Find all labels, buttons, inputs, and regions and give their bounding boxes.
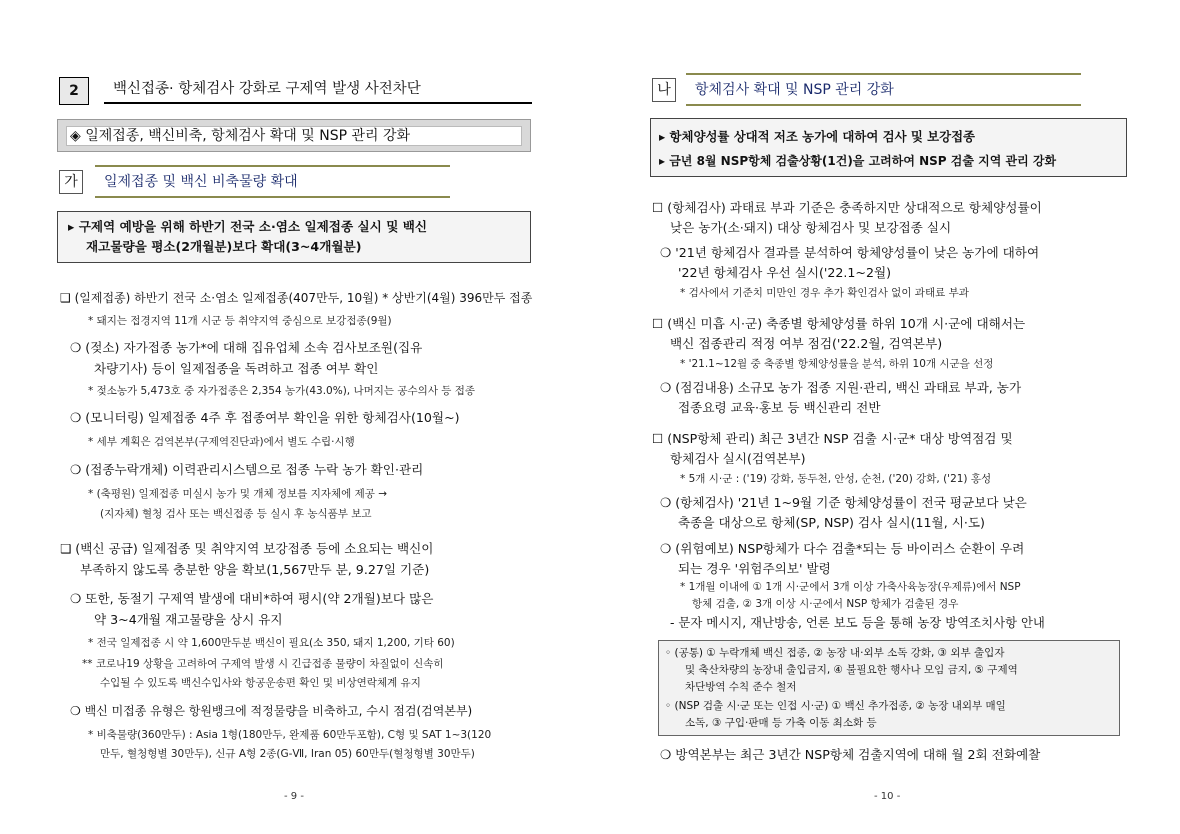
summary-line: ▸ 금년 8월 NSP항체 검출상황(1건)을 고려하여 NSP 검출 지역 관리 강화 <box>659 154 1057 168</box>
subsection-marker: 나 <box>652 78 676 102</box>
text-line: 항체검사 실시(검역본부) <box>670 451 806 466</box>
text-line: ❍ (접종누락개체) 이력관리시스템으로 접종 누락 농가 확인·관리 <box>70 462 424 477</box>
note-line: * 돼지는 접경지역 11개 시군 등 취약지역 중심으로 보강접종(9월) <box>88 315 392 327</box>
page-number: - 10 - <box>874 791 901 802</box>
subsection-title: 일제접종 및 백신 비축물량 확대 <box>104 174 298 190</box>
summary-line: ▸ 구제역 예방을 위해 하반기 전국 소·염소 일제접종 실시 및 백신 <box>68 219 428 234</box>
banner-box <box>57 119 531 152</box>
text-line: ❍ (점검내용) 소규모 농가 접종 지원·관리, 백신 과태료 부과, 농가 <box>660 380 1022 395</box>
note-line: 수입될 수 있도록 백신수입사와 항공운송편 확인 및 비상연락체계 유지 <box>100 677 421 689</box>
text-line: ❍ (젖소) 자가접종 농가*에 대해 집유업체 소속 검사보조원(집유 <box>70 340 423 355</box>
summary-box <box>57 211 531 263</box>
text-line: 낮은 농가(소·돼지) 대상 항체검사 및 보강접종 실시 <box>670 220 952 235</box>
text-line: 축종을 대상으로 항체(SP, NSP) 검사 실시(11월, 시·도) <box>678 515 985 530</box>
banner-text: ◈ 일제접종, 백신비축, 항체검사 확대 및 NSP 관리 강화 <box>70 128 411 144</box>
box-line: ◦ (NSP 검출 시·군 또는 인접 시·군) ① 백신 추가접종, ② 농장 내외부 매일 <box>665 700 1006 712</box>
text-line: 차량기사) 등이 일제접종을 독려하고 접종 여부 확인 <box>94 361 379 376</box>
note-line: * 전국 일제접종 시 약 1,600만두분 백신이 필요(소 350, 돼지 1,200, 기타 60) <box>88 637 455 649</box>
text-line: 되는 경우 '위험주의보' 발령 <box>678 561 831 576</box>
measures-box <box>658 640 1120 736</box>
note-line: (지자체) 혈청 검사 또는 백신접종 등 실시 후 농식품부 보고 <box>100 508 372 520</box>
subsection-bottom-line <box>686 104 1081 106</box>
summary-line: 재고물량을 평소(2개월분)보다 확대(3~4개월분) <box>86 239 362 254</box>
page-number: - 9 - <box>284 791 304 802</box>
note-line: * 비축물량(360만두) : Asia 1형(180만두, 완제품 60만두포함), C형 및 SAT 1~3(120 <box>88 729 492 741</box>
text-line: 접종요령 교육·홍보 등 백신관리 전반 <box>678 400 881 415</box>
note-line: * 1개월 이내에 ① 1개 시·군에서 3개 이상 가축사육농장(우제류)에서 NSP <box>680 581 1021 593</box>
section-title: 백신접종· 항체검사 강화로 구제역 발생 사전차단 <box>113 81 421 97</box>
box-line: 및 축산차량의 농장내 출입금지, ④ 불필요한 행사나 모임 금지, ⑤ 구제역 <box>685 664 1018 676</box>
text-line: ☐ (백신 미흡 시·군) 축종별 항체양성률 하위 10개 시·군에 대해서는 <box>652 316 1026 331</box>
box-line: 차단방역 수칙 준수 철저 <box>685 681 797 693</box>
box-line: ◦ (공통) ① 누락개체 백신 접종, ② 농장 내·외부 소독 강화, ③ 외부 출입자 <box>665 647 1005 659</box>
subsection-top-line <box>95 165 450 167</box>
text-line: ☐ (항체검사) 과태료 부과 기준은 충족하지만 상대적으로 항체양성률이 <box>652 200 1042 215</box>
box-line: 소독, ③ 구입·판매 등 가축 이동 최소화 등 <box>685 717 877 729</box>
text-line: '22년 항체검사 우선 실시('22.1~2월) <box>678 265 892 280</box>
section-underline <box>104 102 532 104</box>
note-line: * 검사에서 기준치 미만인 경우 추가 확인검사 없이 과태료 부과 <box>680 287 969 299</box>
note-line: * (축평원) 일제접종 미실시 농가 및 개체 정보를 지자체에 제공 → <box>88 488 388 500</box>
text-line: 약 3~4개월 재고물량을 상시 유지 <box>94 612 283 627</box>
text-line: ❑ (일제접종) 하반기 전국 소·염소 일제접종(407만두, 10월) * 상반기(4월) 396만두 접종 <box>60 291 533 305</box>
note-line: * 세부 계획은 검역본부(구제역진단과)에서 별도 수립·시행 <box>88 436 355 448</box>
text-line: ❍ 백신 미접종 유형은 항원뱅크에 적정물량을 비축하고, 수시 점검(검역본부) <box>70 704 473 718</box>
note-line: ** 코로나19 상황을 고려하여 구제역 발생 시 긴급접종 물량이 차질없이 신속히 <box>82 658 444 670</box>
text-line: 백신 접종관리 적정 여부 점검('22.2월, 검역본부) <box>670 336 943 351</box>
note-line: * '21.1~12월 중 축종별 항체양성률을 분석, 하위 10개 시군을 선정 <box>680 358 994 370</box>
text-line: - 문자 메시지, 재난방송, 언론 보도 등을 통해 농장 방역조치사항 안내 <box>670 615 1045 630</box>
text-line: ❍ '21년 항체검사 결과를 분석하여 항체양성률이 낮은 농가에 대하여 <box>660 245 1040 260</box>
subsection-marker: 가 <box>59 170 83 194</box>
summary-box <box>650 118 1127 177</box>
note-line: * 5개 시·군 : ('19) 강화, 동두천, 안성, 순천, ('20) 강화, ('21) 홍성 <box>680 473 992 485</box>
text-line: ❑ (백신 공급) 일제접종 및 취약지역 보강접종 등에 소요되는 백신이 <box>60 541 434 556</box>
section-number: 2 <box>59 77 89 105</box>
subsection-bottom-line <box>95 196 450 198</box>
text-line: ❍ 방역본부는 최근 3년간 NSP항체 검출지역에 대해 월 2회 전화예찰 <box>660 747 1041 762</box>
text-line: ☐ (NSP항체 관리) 최근 3년간 NSP 검출 시·군* 대상 방역점검 및 <box>652 431 1013 446</box>
text-line: 부족하지 않도록 충분한 양을 확보(1,567만두 분, 9.27일 기준) <box>80 562 430 577</box>
note-line: 항체 검출, ② 3개 이상 시·군에서 NSP 항체가 검출된 경우 <box>692 598 959 610</box>
summary-line: ▸ 항체양성률 상대적 저조 농가에 대하여 검사 및 보강접종 <box>659 129 976 144</box>
subsection-top-line <box>686 73 1081 75</box>
text-line: ❍ (모니터링) 일제접종 4주 후 접종여부 확인을 위한 항체검사(10월~) <box>70 410 460 425</box>
text-line: ❍ 또한, 동절기 구제역 발생에 대비*하여 평시(약 2개월)보다 많은 <box>70 591 434 606</box>
note-line: 만두, 혈청형별 30만두), 신규 A형 2종(G-Ⅶ, Iran 05) 60만두(혈청형별 30만두) <box>100 748 475 760</box>
note-line: * 젖소농가 5,473호 중 자가접종은 2,354 농가(43.0%), 나머지는 공수의사 등 접종 <box>88 385 476 397</box>
subsection-title: 항체검사 확대 및 NSP 관리 강화 <box>695 82 894 98</box>
text-line: ❍ (위험예보) NSP항체가 다수 검출*되는 등 바이러스 순환이 우려 <box>660 541 1025 556</box>
text-line: ❍ (항체검사) '21년 1~9월 기준 항체양성률이 전국 평균보다 낮은 <box>660 495 1027 510</box>
